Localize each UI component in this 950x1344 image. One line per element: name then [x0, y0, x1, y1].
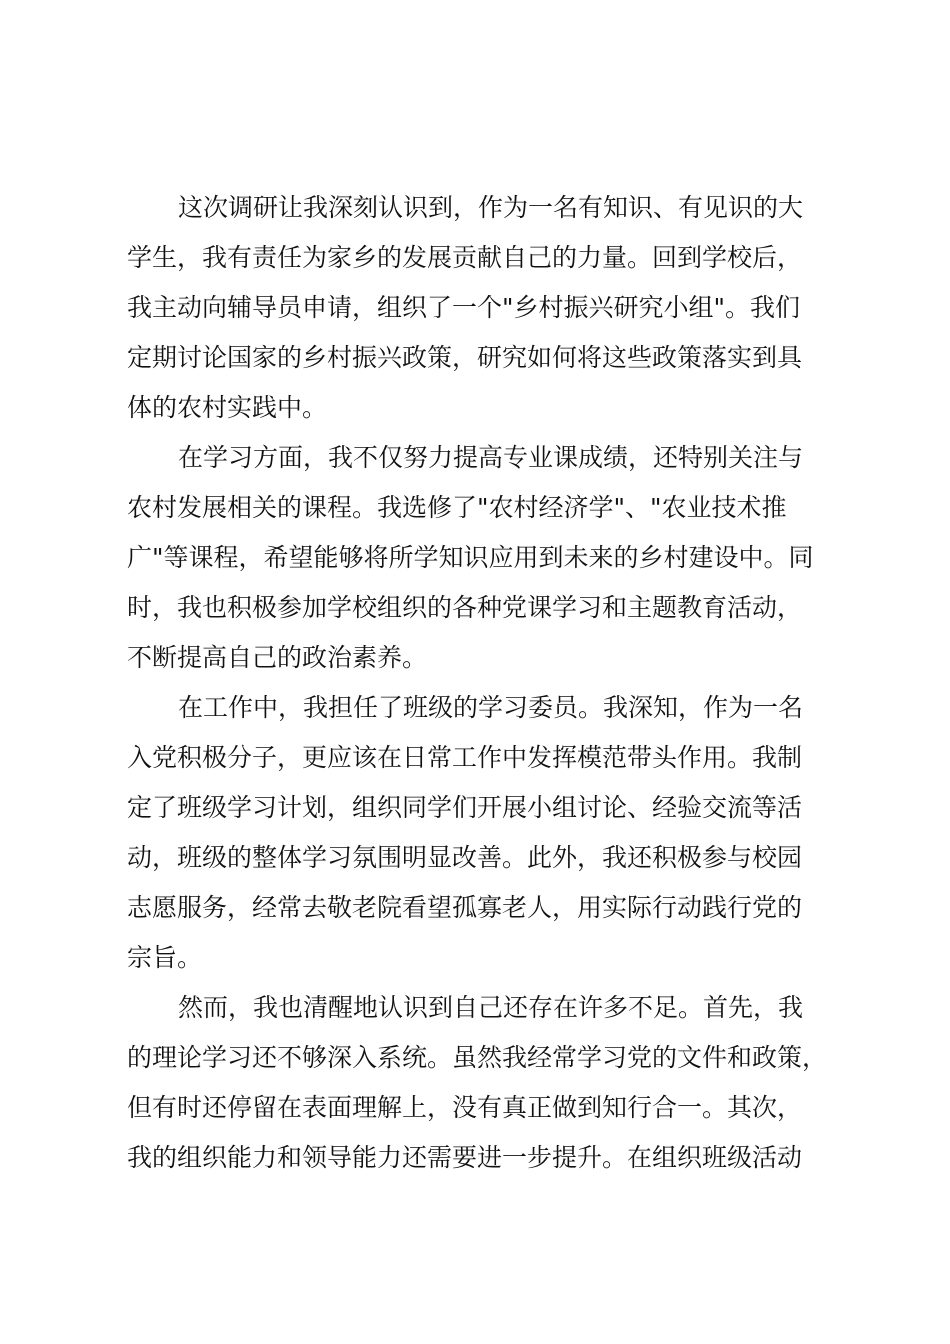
text-line: 不断提高自己的政治素养。: [127, 643, 428, 672]
text-line: 广"等课程，希望能够将所学知识应用到未来的乡村建设中。同: [127, 543, 814, 572]
text-line: 体的农村实践中。: [127, 393, 328, 422]
text-line: 志愿服务，经常去敬老院看望孤寡老人，用实际行动践行党的: [127, 893, 803, 922]
text-line: 然而，我也清醒地认识到自己还存在许多不足。首先，我: [178, 993, 804, 1022]
text-line: 时，我也积极参加学校组织的各种党课学习和主题教育活动，: [127, 593, 803, 622]
text-line: 入党积极分子，更应该在日常工作中发挥模范带头作用。我制: [127, 743, 803, 772]
text-line: 我的组织能力和领导能力还需要进一步提升。在组织班级活动: [127, 1143, 803, 1172]
text-line: 在学习方面，我不仅努力提高专业课成绩，还特别关注与: [178, 443, 804, 472]
text-line: 在工作中，我担任了班级的学习委员。我深知，作为一名: [178, 693, 804, 722]
paragraph: [127, 683, 837, 983]
document-body: [127, 183, 837, 1183]
text-line: 定期讨论国家的乡村振兴政策，研究如何将这些政策落实到具: [127, 343, 803, 372]
text-line: 农村发展相关的课程。我选修了"农村经济学"、"农业技术推: [127, 493, 787, 522]
text-line: 动，班级的整体学习氛围明显改善。此外，我还积极参与校园: [127, 843, 803, 872]
text-line: 的理论学习还不够深入系统。虽然我经常学习党的文件和政策，: [127, 1043, 828, 1072]
text-line: 定了班级学习计划，组织同学们开展小组讨论、经验交流等活: [127, 793, 803, 822]
text-line: 但有时还停留在表面理解上，没有真正做到知行合一。其次，: [127, 1093, 803, 1122]
text-line: 这次调研让我深刻认识到，作为一名有知识、有见识的大: [178, 193, 804, 222]
paragraph: [127, 183, 837, 433]
text-line: 宗旨。: [127, 943, 203, 972]
paragraph: [127, 983, 837, 1183]
text-line: 学生，我有责任为家乡的发展贡献自己的力量。回到学校后，: [127, 243, 803, 272]
paragraph: [127, 433, 837, 683]
text-line: 我主动向辅导员申请，组织了一个"乡村振兴研究小组"。我们: [127, 293, 801, 322]
